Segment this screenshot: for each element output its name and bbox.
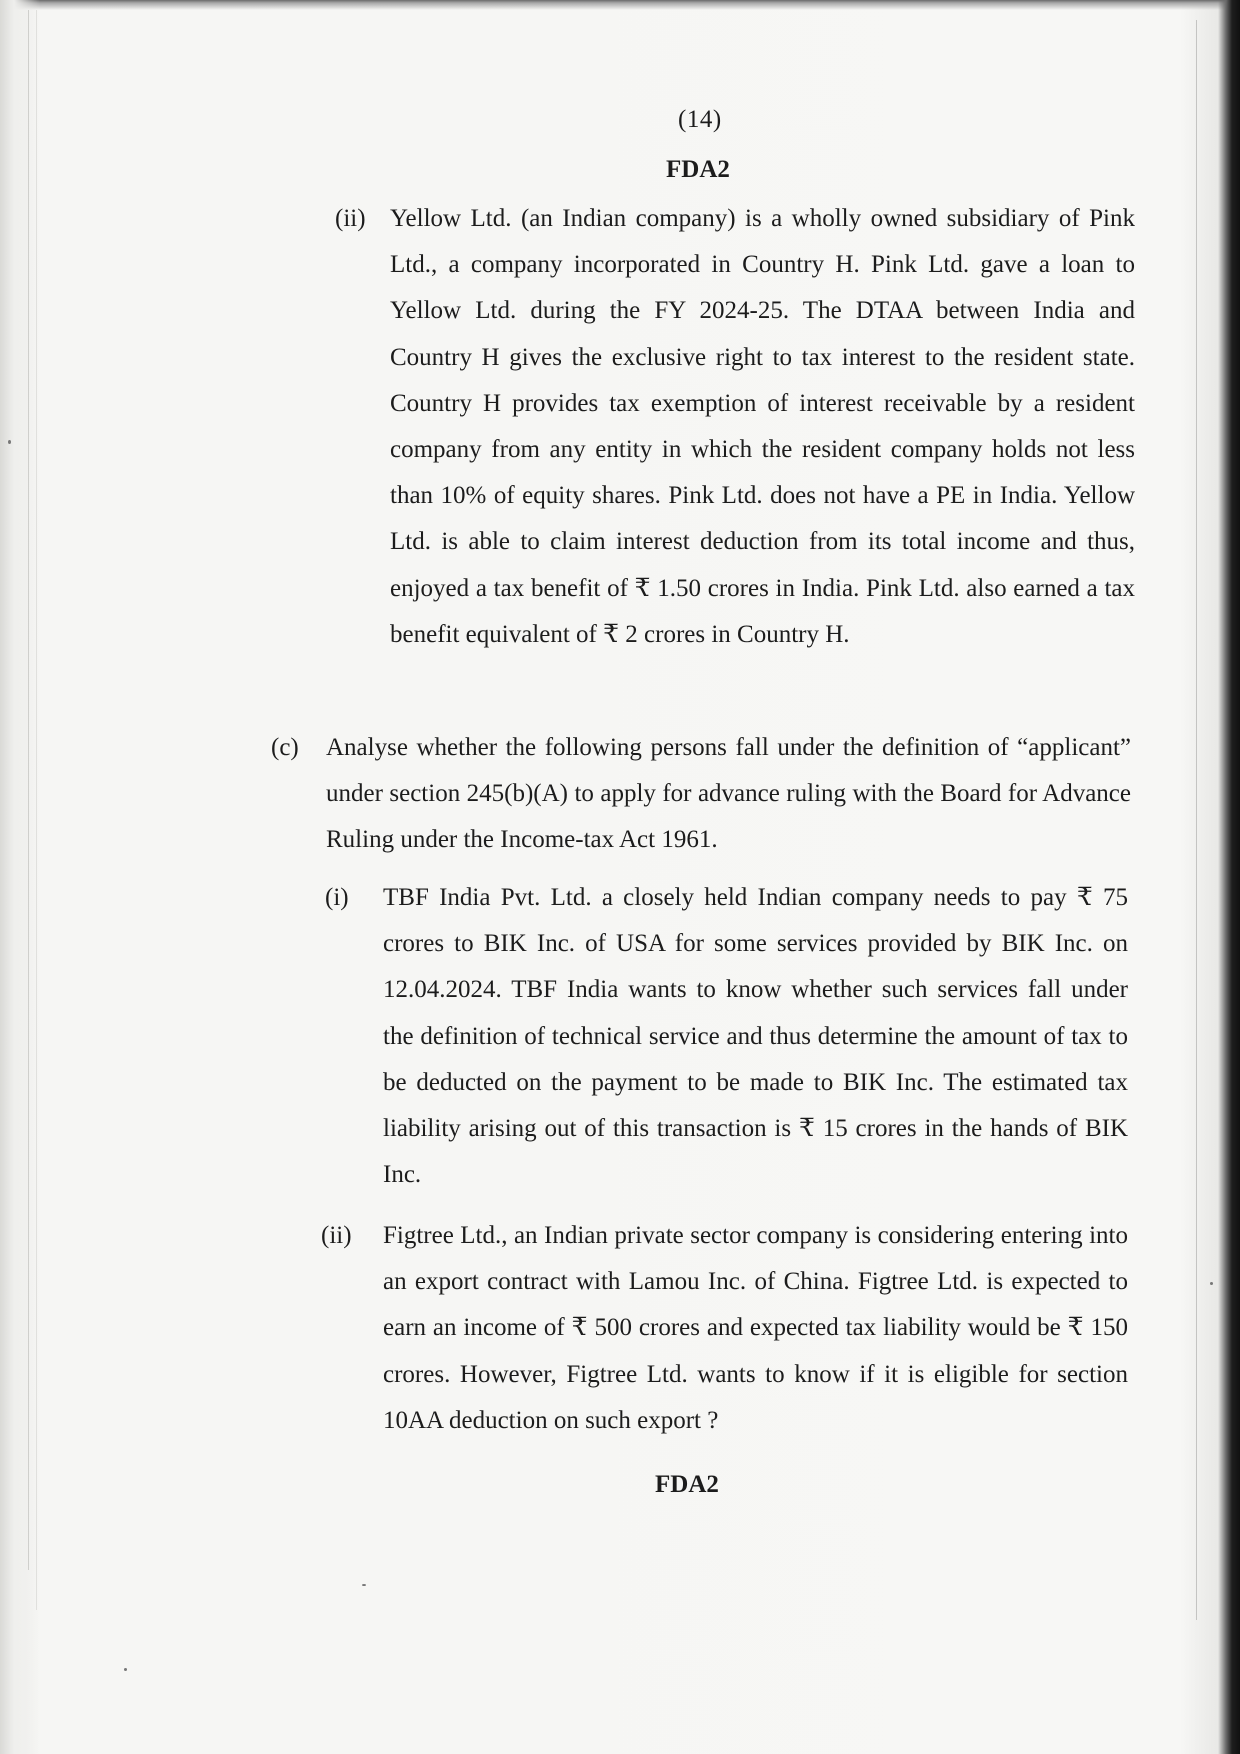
scan-edge-right-line bbox=[1196, 20, 1197, 1620]
question-c-part-i-label: (i) bbox=[325, 884, 349, 911]
scan-edge-left bbox=[0, 0, 40, 1754]
scan-edge-top bbox=[0, 0, 1240, 10]
question-c-part-i-text: TBF India Pvt. Ltd. a closely held Indian company needs to pay ₹ 75 crores to BIK Inc. of USA for some services provided by BIK Inc. on 12.04.2024. TBF India wants to know whether such services fall under the definition of technical service and thus determine the amount of tax to be deducted on the payment to be made to BIK Inc. The estimated tax liability arising out of this transaction is ₹ 15 crores in the hands of BIK Inc. bbox=[383, 884, 1128, 1189]
scan-edge-left-line-2 bbox=[36, 10, 37, 1610]
page-number: (14) bbox=[678, 106, 722, 133]
scan-speck bbox=[124, 1668, 127, 1671]
scan-speck bbox=[8, 440, 11, 444]
scan-speck bbox=[1210, 1282, 1213, 1285]
scan-speck bbox=[362, 1584, 366, 1586]
paper-code-top: FDA2 bbox=[666, 156, 730, 183]
question-c-part-ii-text: Figtree Ltd., an Indian private sector company is considering entering into an export contract with Lamou Inc. of China. Figtree Ltd. is expected to earn an income of ₹ 500 crores and expected tax liability would be ₹ 150 crores. However, Figtree Ltd. wants to know if it is eligible for section 10AA deduction on such export ? bbox=[383, 1222, 1128, 1434]
question-b-part-ii-text: Yellow Ltd. (an Indian company) is a wholly owned subsidiary of Pink Ltd., a company incorporated in Country H. Pink Ltd. gave a loan to Yellow Ltd. during the FY 2024-25. The DTAA between India and Country H gives the exclusive right to tax interest to the resident state. Country H provides tax exemption of interest receivable by a resident company from any entity in which the resident company holds not less than 10% of equity shares. Pink Ltd. does not have a PE in India. Yellow Ltd. is able to claim interest deduction from its total income and thus, enjoyed a tax benefit of ₹ 1.50 crores in India. Pink Ltd. also earned a tax benefit equivalent of ₹ 2 crores in Country H. bbox=[390, 205, 1135, 648]
paper-code-bottom: FDA2 bbox=[655, 1471, 719, 1498]
scan-edge-right bbox=[1218, 0, 1240, 1754]
scan-edge-left-line bbox=[28, 10, 29, 1570]
question-c-part-ii-label: (ii) bbox=[321, 1222, 352, 1249]
question-c-label: (c) bbox=[271, 734, 299, 761]
question-c-text: Analyse whether the following persons fall under the definition of “applicant” under section 245(b)(A) to apply for advance ruling with the Board for Advance Ruling under the Income-tax Act 1961. bbox=[326, 734, 1131, 854]
question-b-part-ii-label: (ii) bbox=[335, 205, 366, 232]
